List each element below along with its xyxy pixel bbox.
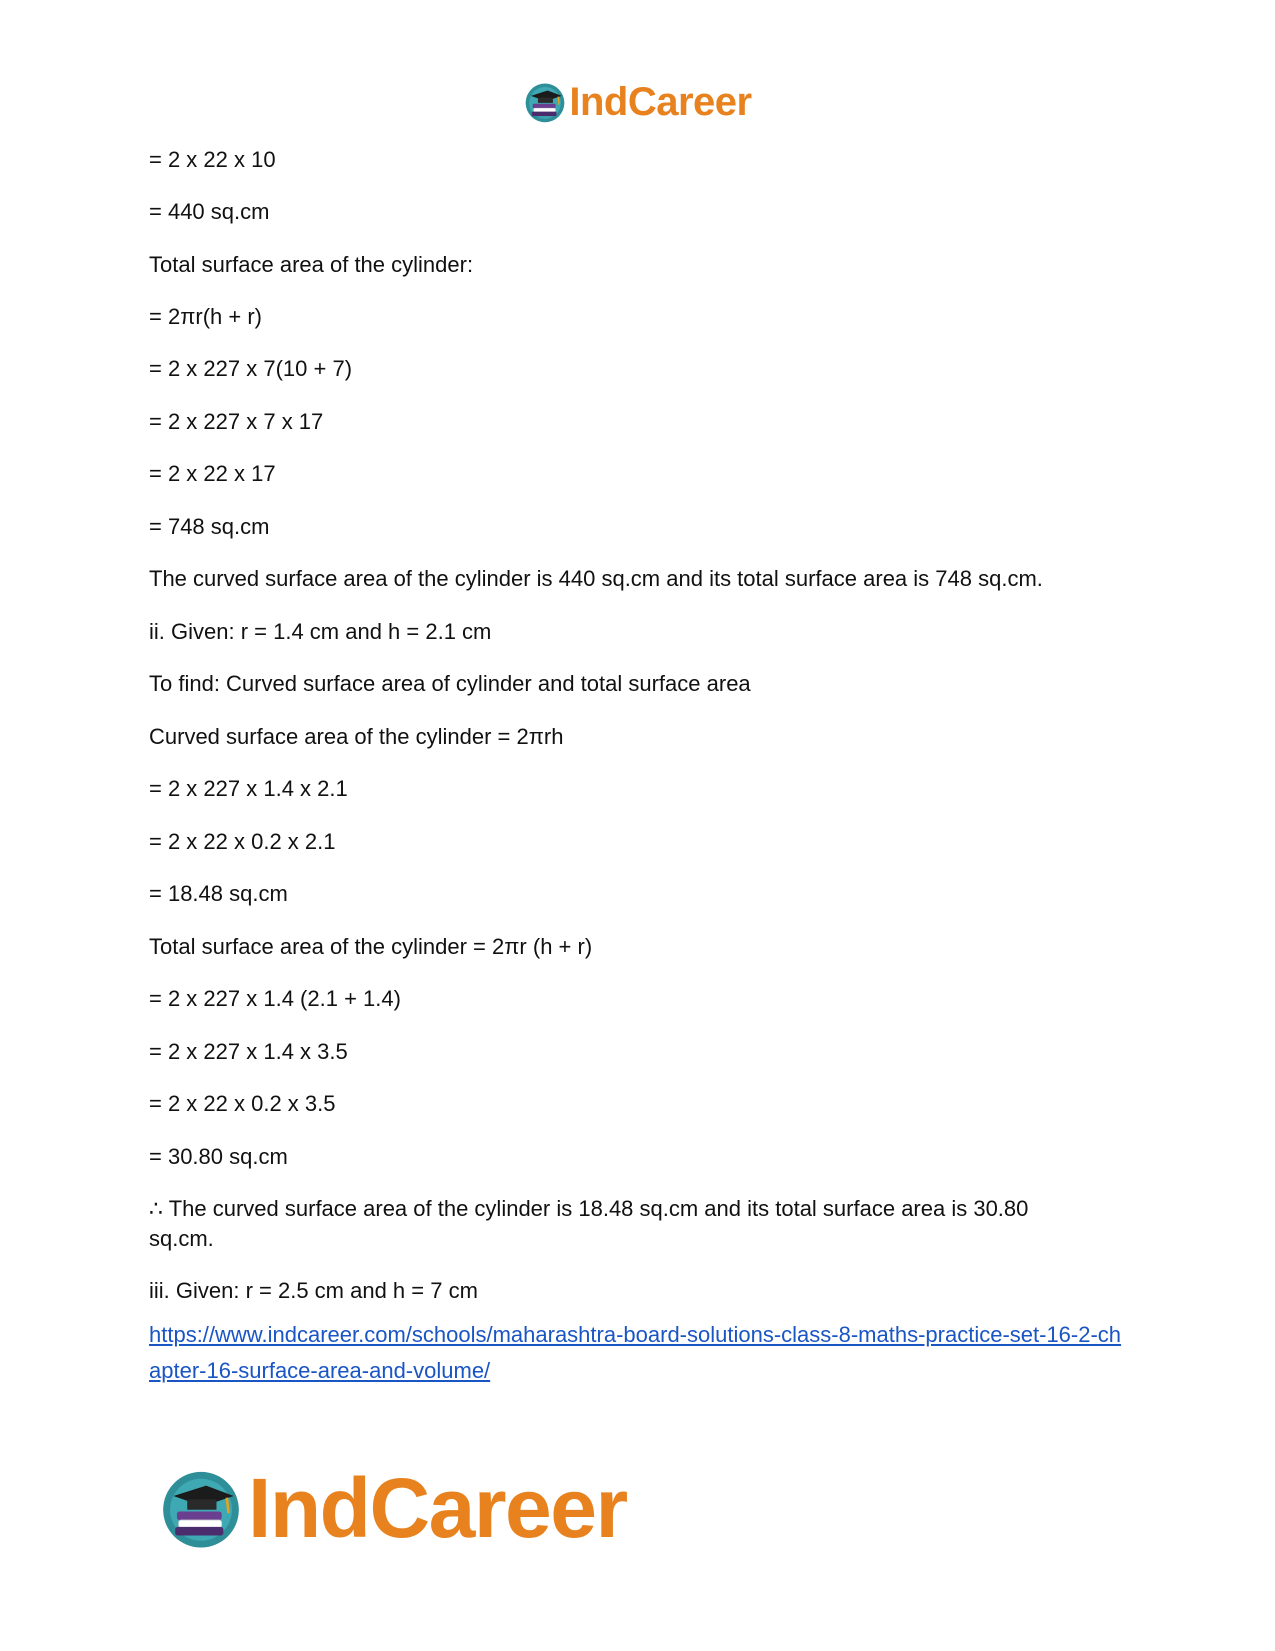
text-line: ii. Given: r = 1.4 cm and h = 2.1 cm: [149, 619, 492, 644]
book-graduation-cap-icon: [158, 1465, 244, 1551]
text-line: = 2 x 227 x 7 x 17: [149, 409, 324, 434]
book-graduation-cap-icon: [523, 80, 567, 124]
text-line: To find: Curved surface area of cylinder and total surface area: [149, 671, 751, 696]
text-line: = 30.80 sq.cm: [149, 1144, 288, 1169]
text-line: = 2 x 227 x 7(10 + 7): [149, 356, 353, 381]
text-line: The curved surface area of the cylinder is 440 sq.cm and its total surface area is 748 sq.cm.: [149, 566, 1043, 591]
brand-logo: [158, 1463, 627, 1553]
text-line: = 2 x 227 x 1.4 (2.1 + 1.4): [149, 986, 401, 1011]
text-line: Total surface area of the cylinder:: [149, 252, 474, 277]
brand-name: IndCareer: [248, 1461, 627, 1555]
text-line: = 440 sq.cm: [149, 199, 270, 224]
text-line: = 2 x 22 x 10: [149, 147, 276, 172]
brand-logo: [523, 80, 751, 124]
text-line: ∴ The curved surface area of the cylinder is 18.48 sq.cm and its total surface area is 30.80 sq.cm.: [149, 1196, 1035, 1251]
text-line: = 2 x 22 x 0.2 x 3.5: [149, 1091, 336, 1116]
text-line: = 748 sq.cm: [149, 514, 270, 539]
text-line: = 2 x 227 x 1.4 x 3.5: [149, 1039, 348, 1064]
text-line: iii. Given: r = 2.5 cm and h = 7 cm: [149, 1278, 478, 1303]
text-line: Curved surface area of the cylinder = 2πrh: [149, 724, 564, 749]
source-link[interactable]: https://www.indcareer.com/schools/maharashtra-board-solutions-class-8-maths-practice-set-16-2-chapter-16-surface-area-and-volume/: [149, 1322, 1122, 1383]
text-line: = 18.48 sq.cm: [149, 881, 288, 906]
header-logo: [0, 76, 1275, 128]
brand-name: IndCareer: [569, 80, 752, 124]
text-line: = 2πr(h + r): [149, 304, 262, 329]
text-line: = 2 x 227 x 1.4 x 2.1: [149, 776, 348, 801]
text-line: = 2 x 22 x 17: [149, 461, 276, 486]
text-line: Total surface area of the cylinder = 2πr (h + r): [149, 934, 593, 959]
text-line: = 2 x 22 x 0.2 x 2.1: [149, 829, 336, 854]
footer-logo: [158, 1463, 627, 1553]
